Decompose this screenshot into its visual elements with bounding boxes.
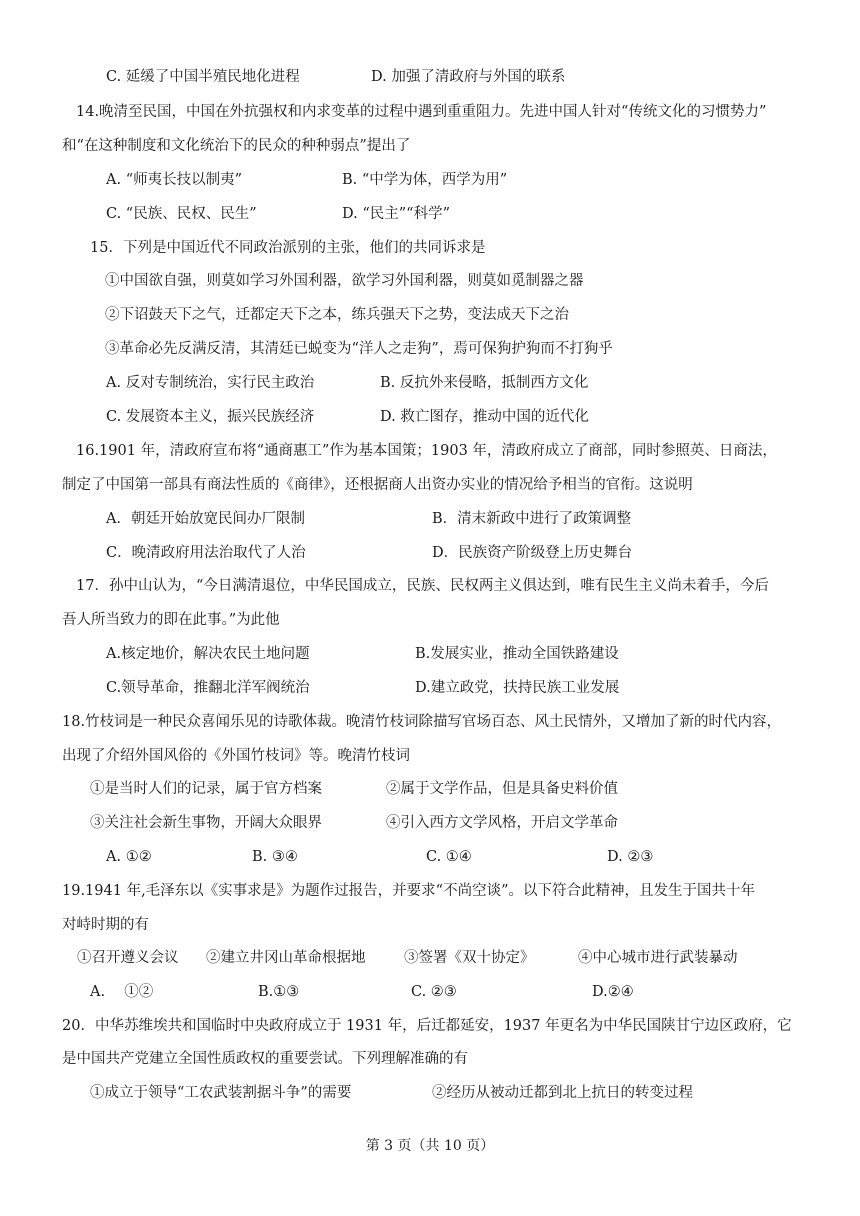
q19-item2: ②建立井冈山革命根据地 xyxy=(206,950,366,966)
q19-item1: ①召开遵义会议 xyxy=(77,950,179,966)
q17-option-a: A.核定地价，解决农民土地问题 xyxy=(106,646,310,662)
q15-option-d: D. 救亡图存，推动中国的近代化 xyxy=(380,409,589,425)
q18-option-c: C. ①④ xyxy=(426,849,472,865)
q16-stem-line2: 制定了中国第一部具有商法性质的《商律》，还根据商人出资办实业的情况给予相当的官衔。这说明 xyxy=(62,477,693,493)
page-number-footer: 第 3 页（共 10 页） xyxy=(365,1138,495,1154)
q17-option-b: B.发展实业，推动全国铁路建设 xyxy=(415,646,619,662)
q16-option-a: A．朝廷开始放宽民间办厂限制 xyxy=(106,511,305,527)
q19-stem-line1: 19.1941 年,毛泽东以《实事求是》为题作过报告，并要求“不尚空谈”。以下符合此精神，且发生于国共十年 xyxy=(62,883,756,899)
q15-option-b: B. 反抗外来侵略，抵制西方文化 xyxy=(380,375,589,391)
q16-option-d: D．民族资产阶级登上历史舞台 xyxy=(432,545,633,561)
q18-item2: ②属于文学作品，但是具备史料价值 xyxy=(386,781,618,797)
q18-option-a: A. ①② xyxy=(106,849,152,865)
q15-item2: ②下诏鼓天下之气，迁都定天下之本，练兵强天下之势，变法成天下之治 xyxy=(105,307,569,323)
q17-option-c: C.领导革命，推翻北洋军阀统治 xyxy=(106,680,310,696)
q19-stem-line2: 对峙时期的有 xyxy=(62,917,149,933)
q18-stem-line1: 18.竹枝词是一种民众喜闻乐见的诗歌体裁。晚清竹枝词除描写官场百态、风土民情外，又增加了新的时代内容， xyxy=(62,714,782,730)
q15-item3: ③革命必先反满反清，其清廷已蜕变为“洋人之走狗”，焉可保狗护狗而不打狗乎 xyxy=(105,341,613,357)
q15-stem: 15．下列是中国近代不同政治派别的主张，他们的共同诉求是 xyxy=(90,240,486,256)
q20-stem-line2: 是中国共产党建立全国性质政权的重要尝试。下列理解准确的有 xyxy=(62,1051,468,1067)
q14-option-b: B. “中学为体，西学为用” xyxy=(342,172,508,188)
q16-stem-line1: 16.1901 年，清政府宣布将“通商惠工”作为基本国策；1903 年，清政府成立了商部，同时参照英、日商法， xyxy=(76,443,777,459)
q13-option-c: C. 延缓了中国半殖民地化进程 xyxy=(106,69,300,85)
q16-option-c: C．晚清政府用法治取代了人治 xyxy=(106,545,306,561)
q20-item1: ①成立于领导“工农武装割据斗争”的需要 xyxy=(90,1085,352,1101)
q15-option-a: A. 反对专制统治，实行民主政治 xyxy=(106,375,315,391)
q15-item1: ①中国欲自强，则莫如学习外国利器，欲学习外国利器，则莫如觅制器之器 xyxy=(105,273,584,289)
q18-item4: ④引入西方文学风格，开启文学革命 xyxy=(386,815,618,831)
q19-item4: ④中心城市进行武装暴动 xyxy=(578,950,738,966)
q19-option-a: A. ①② xyxy=(90,984,154,1000)
q14-option-c: C. “民族、民权、民生” xyxy=(106,206,257,222)
q18-option-b: B. ③④ xyxy=(252,849,298,865)
q18-item3: ③关注社会新生事物，开阔大众眼界 xyxy=(90,815,322,831)
q18-item1: ①是当时人们的记录，属于官方档案 xyxy=(90,781,322,797)
q19-option-d: D.②④ xyxy=(592,984,634,1000)
q19-option-c: C. ②③ xyxy=(411,984,457,1000)
q19-option-b: B.①③ xyxy=(258,984,300,1000)
q16-option-b: B．清末新政中进行了政策调整 xyxy=(432,511,632,527)
q18-option-d: D. ②③ xyxy=(607,849,654,865)
q17-stem-line1: 17．孙中山认为，“今日满清退位，中华民国成立，民族、民权两主义俱达到，唯有民生主义尚未着手，今后 xyxy=(76,578,769,594)
q13-option-d: D. 加强了清政府与外国的联系 xyxy=(371,69,566,85)
q17-option-d: D.建立政党，扶持民族工业发展 xyxy=(415,680,620,696)
q14-stem-line1: 14.晚清至民国，中国在外抗强权和内求变革的过程中遇到重重阻力。先进中国人针对“传统文化的习惯势力” xyxy=(76,104,767,120)
q18-stem-line2: 出现了介绍外国风俗的《外国竹枝词》等。晚清竹枝词 xyxy=(62,748,410,764)
q14-option-d: D. “民主”“科学” xyxy=(342,206,450,222)
q17-stem-line2: 吾人所当致力的即在此事。”为此他 xyxy=(62,612,280,628)
q14-option-a: A. “师夷长技以制夷” xyxy=(106,172,243,188)
q20-stem-line1: 20．中华苏维埃共和国临时中央政府成立于 1931 年，后迁都延安，1937 年更名为中华民国陕甘宁边区政府，它 xyxy=(62,1018,792,1034)
q19-item3: ③签署《双十协定》 xyxy=(404,950,535,966)
q14-stem-line2: 和“在这种制度和文化统治下的民众的种种弱点”提出了 xyxy=(62,138,411,154)
q20-item2: ②经历从被动迁都到北上抗日的转变过程 xyxy=(432,1085,693,1101)
q15-option-c: C. 发展资本主义，振兴民族经济 xyxy=(106,409,315,425)
